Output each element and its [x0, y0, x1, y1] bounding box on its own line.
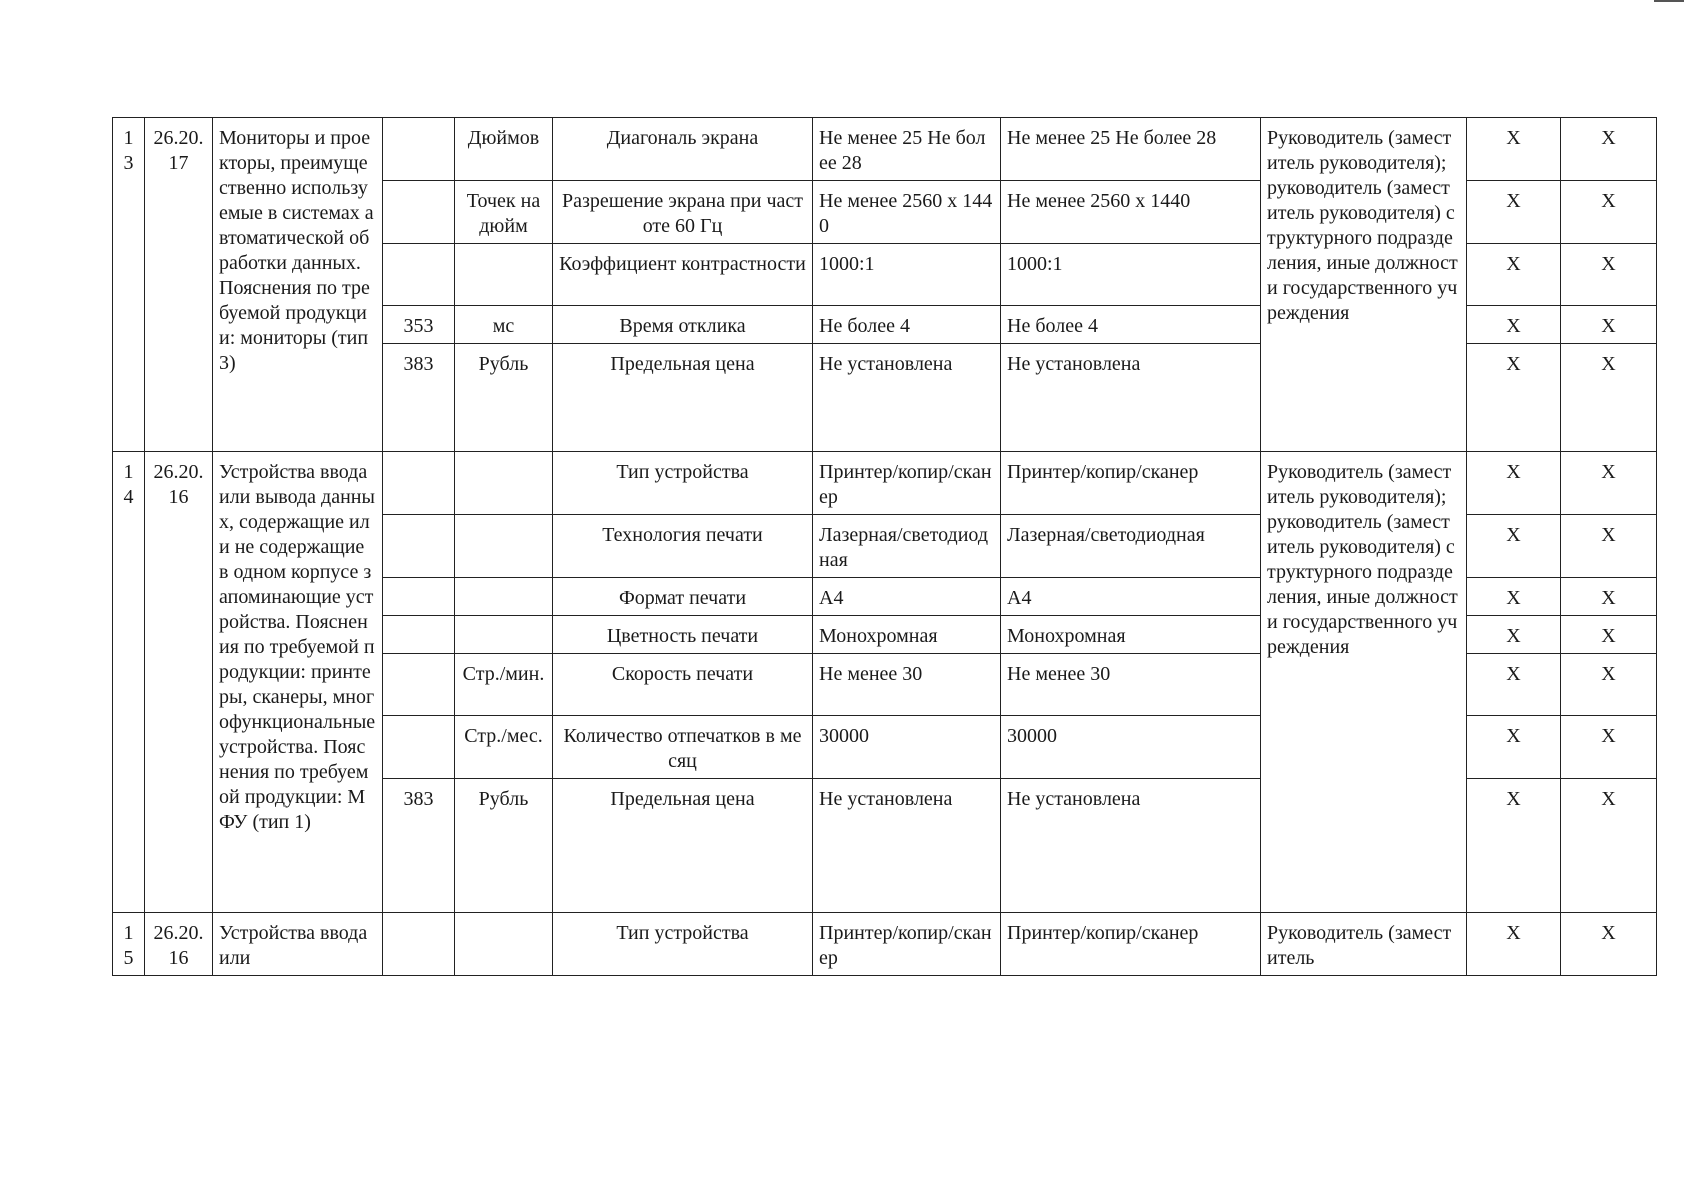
- unit-name: Стр./мин.: [455, 654, 553, 716]
- okei-code: [383, 452, 455, 515]
- value-secondary: Не менее 30: [1001, 654, 1261, 716]
- unit-name: [455, 452, 553, 515]
- x-mark: X: [1467, 716, 1561, 779]
- unit-name: Точек на дюйм: [455, 181, 553, 244]
- x-mark: X: [1561, 244, 1657, 306]
- value-primary: Монохромная: [813, 616, 1001, 654]
- x-mark: X: [1561, 306, 1657, 344]
- okei-code: [383, 578, 455, 616]
- characteristic: Диагональ экрана: [553, 118, 813, 181]
- characteristic: Цветность печати: [553, 616, 813, 654]
- characteristic: Предельная цена: [553, 779, 813, 913]
- table-row: [113, 913, 1657, 976]
- okei-code: [383, 654, 455, 716]
- position-category: Руководитель (заместитель: [1261, 913, 1467, 976]
- value-secondary: Принтер/копир/сканер: [1001, 452, 1261, 515]
- x-mark: X: [1467, 344, 1561, 452]
- characteristic: Формат печати: [553, 578, 813, 616]
- value-secondary: 30000: [1001, 716, 1261, 779]
- value-primary: Не менее 2560 х 1440: [813, 181, 1001, 244]
- value-secondary: 1000:1: [1001, 244, 1261, 306]
- okei-code: [383, 913, 455, 976]
- row-number: 13: [113, 118, 145, 452]
- value-secondary: Не более 4: [1001, 306, 1261, 344]
- table-row: [113, 118, 1657, 181]
- x-mark: X: [1467, 779, 1561, 913]
- characteristic: Количество отпечатков в месяц: [553, 716, 813, 779]
- value-secondary: Не менее 2560 х 1440: [1001, 181, 1261, 244]
- value-secondary: Лазерная/светодиодная: [1001, 515, 1261, 578]
- value-primary: Не установлена: [813, 779, 1001, 913]
- value-secondary: Принтер/копир/сканер: [1001, 913, 1261, 976]
- x-mark: X: [1467, 913, 1561, 976]
- okei-code: 383: [383, 779, 455, 913]
- page-edge-mark: [1654, 0, 1684, 2]
- unit-name: мс: [455, 306, 553, 344]
- x-mark: X: [1467, 616, 1561, 654]
- product-name: Устройства ввода или вывода данных, содержащие или не содержащие в одном корпусе запоминающие устройства. Пояснения по требуемой продукции: принтеры, сканеры, многофункциональные устройства. Пояснения по требуемой продукции: МФУ (тип 1): [213, 452, 383, 913]
- x-mark: X: [1467, 654, 1561, 716]
- value-primary: Лазерная/светодиодная: [813, 515, 1001, 578]
- x-mark: X: [1467, 181, 1561, 244]
- value-primary: Не более 4: [813, 306, 1001, 344]
- unit-name: [455, 578, 553, 616]
- x-mark: X: [1467, 515, 1561, 578]
- unit-name: Рубль: [455, 779, 553, 913]
- row-number: 15: [113, 913, 145, 976]
- x-mark: X: [1561, 181, 1657, 244]
- x-mark: X: [1467, 452, 1561, 515]
- x-mark: X: [1561, 654, 1657, 716]
- x-mark: X: [1561, 452, 1657, 515]
- characteristic: Разрешение экрана при частоте 60 Гц: [553, 181, 813, 244]
- characteristic: Скорость печати: [553, 654, 813, 716]
- x-mark: X: [1561, 344, 1657, 452]
- value-primary: А4: [813, 578, 1001, 616]
- value-primary: Не менее 30: [813, 654, 1001, 716]
- product-name: Мониторы и проекторы, преимущественно используемые в системах автоматической обработки данных. Пояснения по требуемой продукции: мониторы (тип 3): [213, 118, 383, 452]
- x-mark: X: [1561, 913, 1657, 976]
- okei-code: [383, 244, 455, 306]
- okei-code: [383, 515, 455, 578]
- x-mark: X: [1561, 515, 1657, 578]
- x-mark: X: [1561, 716, 1657, 779]
- x-mark: X: [1561, 578, 1657, 616]
- value-secondary: Монохромная: [1001, 616, 1261, 654]
- unit-name: Рубль: [455, 344, 553, 452]
- unit-name: [455, 515, 553, 578]
- unit-name: Дюймов: [455, 118, 553, 181]
- position-category: Руководитель (заместитель руководителя); руководитель (заместитель руководителя) структурного подразделения, иные должности государственного учреждения: [1261, 118, 1467, 452]
- value-secondary: Не установлена: [1001, 779, 1261, 913]
- characteristic: Технология печати: [553, 515, 813, 578]
- value-primary: 1000:1: [813, 244, 1001, 306]
- unit-name: [455, 244, 553, 306]
- requirements-table: [112, 117, 1657, 976]
- table-row: [113, 452, 1657, 515]
- characteristic: Время отклика: [553, 306, 813, 344]
- x-mark: X: [1467, 244, 1561, 306]
- value-primary: 30000: [813, 716, 1001, 779]
- value-primary: Принтер/копир/сканер: [813, 452, 1001, 515]
- unit-name: [455, 913, 553, 976]
- okei-code: [383, 181, 455, 244]
- value-secondary: А4: [1001, 578, 1261, 616]
- okpd-code: 26.20.16: [145, 913, 213, 976]
- position-category: Руководитель (заместитель руководителя); руководитель (заместитель руководителя) структурного подразделения, иные должности государственного учреждения: [1261, 452, 1467, 913]
- okei-code: 383: [383, 344, 455, 452]
- value-primary: Не установлена: [813, 344, 1001, 452]
- x-mark: X: [1467, 578, 1561, 616]
- okpd-code: 26.20.17: [145, 118, 213, 452]
- okei-code: 353: [383, 306, 455, 344]
- x-mark: X: [1561, 616, 1657, 654]
- okpd-code: 26.20.16: [145, 452, 213, 913]
- unit-name: [455, 616, 553, 654]
- x-mark: X: [1561, 779, 1657, 913]
- product-name: Устройства ввода или: [213, 913, 383, 976]
- value-primary: Принтер/копир/сканер: [813, 913, 1001, 976]
- okei-code: [383, 118, 455, 181]
- value-secondary: Не менее 25 Не более 28: [1001, 118, 1261, 181]
- value-primary: Не менее 25 Не более 28: [813, 118, 1001, 181]
- characteristic: Тип устройства: [553, 452, 813, 515]
- unit-name: Стр./мес.: [455, 716, 553, 779]
- okei-code: [383, 616, 455, 654]
- characteristic: Коэффициент контрастности: [553, 244, 813, 306]
- characteristic: Предельная цена: [553, 344, 813, 452]
- x-mark: X: [1561, 118, 1657, 181]
- okei-code: [383, 716, 455, 779]
- x-mark: X: [1467, 118, 1561, 181]
- row-number: 14: [113, 452, 145, 913]
- x-mark: X: [1467, 306, 1561, 344]
- characteristic: Тип устройства: [553, 913, 813, 976]
- value-secondary: Не установлена: [1001, 344, 1261, 452]
